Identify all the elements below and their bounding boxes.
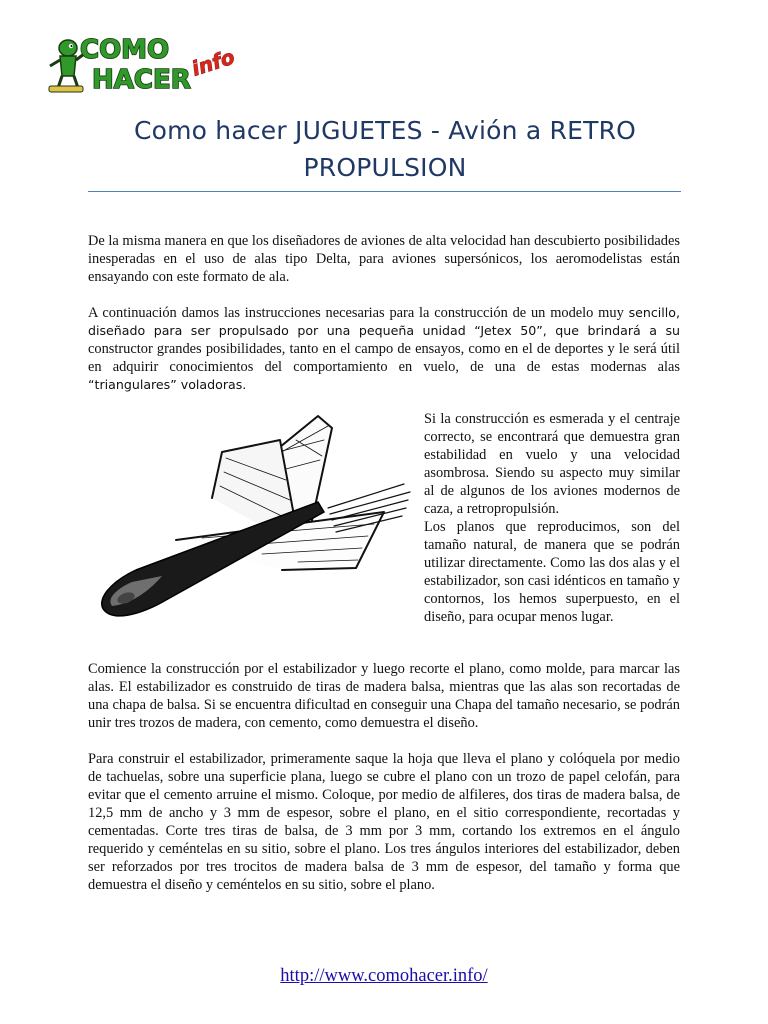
logo-como-text: COMO	[80, 35, 170, 65]
paragraph-stability: Si la construcción es esmerada y el centraje correcto, se encontrará que demuestra gran estabilidad en vuelo y una velocidad asombrosa. Siendo su aspecto muy similar al de algunos de los aviones modernos de caza, a retropropulsión.	[424, 411, 680, 517]
paragraph-instructions-part-4: “triangulares” voladoras.	[88, 377, 247, 392]
paragraph-stabilizer: Para construir el estabilizador, primeramente saque la hoja que lleva el plano y colóquela por medio de tachuelas, sobre una superficie plana, luego se cubre el plano con un trozo de papel celofán, para evitar que el cemento arruine el mismo. Coloque, por medio de alfileres, dos tiras de madera balsa, de 12,5 mm de ancho y 3 mm de espesor, sobre el plano, en el sitio correspondiente, recortadas y cementadas. Corte tres tiras de balsa, de 3 mm por 3 mm, cortando los extremos en el ángulo requerido y ceméntelas en su sitio, sobre el plano. Los tres ángulos interiores del estabilizador, deben ser reforzados por tres trocitos de madera balsa de 3 mm de espesor, del tamaño y forma que demuestra el diseño y ceméntelos en su sitio, sobre el plano.	[88, 751, 680, 893]
comohacer-logo[interactable]	[46, 28, 238, 98]
logo-info-text: info	[188, 44, 238, 81]
paragraph-instructions	[88, 304, 680, 394]
paragraph-instructions-part-3: constructor grandes posibilidades, tanto en el campo de ensayos, como en el de deportes y le será útil en adquirir conocimientos del comportamiento en vuelo, de una de estas modernas alas	[88, 341, 680, 375]
title-divider	[88, 191, 681, 192]
paragraph-intro: De la misma manera en que los diseñadores de aviones de alta velocidad han descubierto posibilidades inesperadas en el uso de alas tipo Delta, para aviones supersónicos, los aeromodelistas están ensayando con este formato de ala.	[88, 233, 680, 285]
paragraph-construction-start: Comience la construcción por el estabilizador y luego recorte el plano, como molde, para marcar las alas. El estabilizador es construido de tiras de madera balsa, mientras que las alas son recortadas de una chapa de balsa. Si se encuentra dificultad en conseguir una Chapa del tamaño necesario, se podrán unir tres trozos de madera, con cemento, como demuestra el diseño.	[88, 661, 680, 731]
paragraph-instructions-part-1: A continuación damos las instrucciones necesarias para la construcción de un modelo muy	[88, 305, 629, 321]
paragraph-plans: Los planos que reproducimos, son del tamaño natural, de manera que se podrán utilizar directamente. Como las dos alas y el estabilizador, son casi idénticos en tamaño y contornos, los hemos superpuesto, en el diseño, para ocupar menos lugar.	[424, 519, 680, 625]
logo-hacer-text: HACER	[92, 65, 191, 95]
paragraph-instructions-part-2: sencillo, diseñado para ser propulsado por una pequeña unidad “Jetex 50”, que brindará a su	[88, 305, 680, 338]
page-title: Como hacer JUGUETES - Avión a RETRO PROPULSION	[133, 116, 637, 182]
footer-website-link[interactable]: http://www.comohacer.info/	[280, 966, 488, 986]
delta-wing-model-illustration	[92, 400, 414, 632]
mascot-icon	[49, 40, 84, 92]
